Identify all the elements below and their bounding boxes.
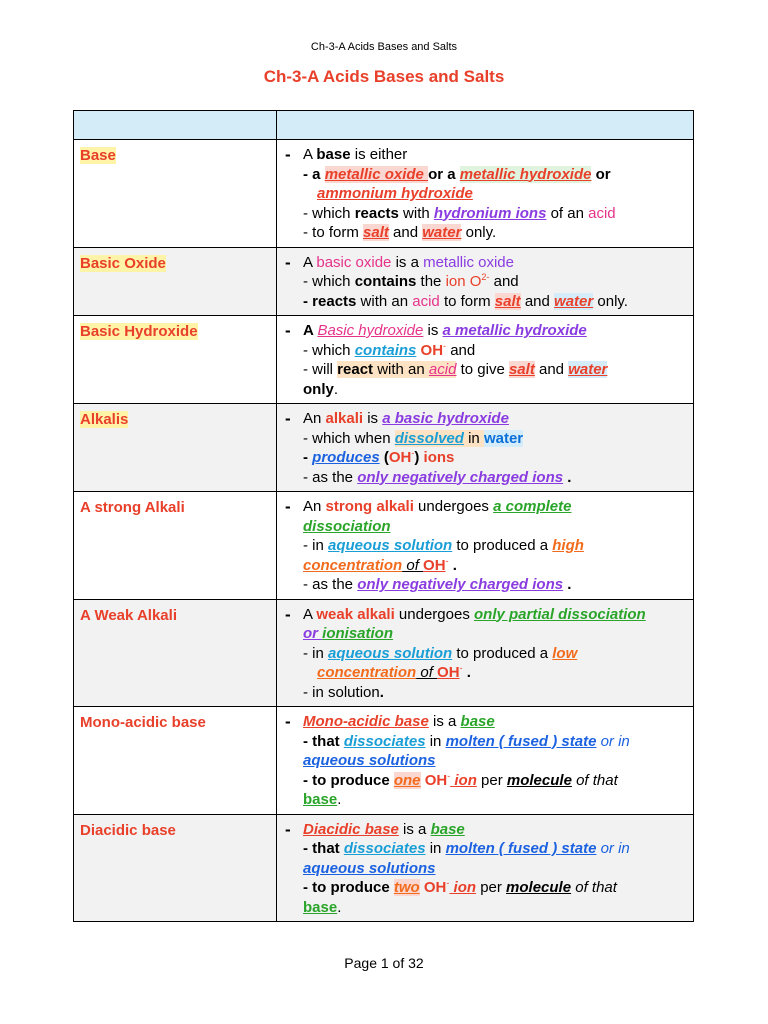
text-run: OH	[423, 556, 446, 574]
text-run: An	[303, 498, 326, 515]
text-run: Basic hydroxide	[317, 322, 424, 339]
text-run: ionisation	[322, 625, 394, 642]
text-run: molecule	[506, 879, 572, 896]
text-run: acid	[428, 361, 457, 378]
text-run: molecule	[506, 771, 572, 789]
definition-cell	[277, 707, 694, 815]
definition-line	[285, 839, 685, 859]
text-run: metallic hydroxide	[459, 165, 592, 183]
text-run: ions	[419, 449, 455, 466]
text-run: acid	[412, 292, 440, 310]
bullet-dash-icon: -	[285, 712, 291, 731]
definition-line	[285, 341, 685, 361]
text-run: - to	[303, 879, 331, 896]
definition-line	[285, 898, 685, 918]
text-run: base	[303, 898, 338, 916]
text-run: to produced a	[452, 537, 553, 554]
text-run: per	[476, 879, 507, 896]
text-run: hydronium ions	[433, 204, 547, 222]
definition-line	[285, 292, 685, 312]
bullet-dash-icon: -	[285, 145, 291, 164]
definition-line	[285, 409, 685, 429]
definition-line	[285, 732, 685, 752]
text-run: contains	[354, 273, 417, 290]
term-cell	[74, 492, 277, 600]
term-cell	[74, 316, 277, 404]
definition-line	[285, 712, 685, 732]
term-cell	[74, 247, 277, 316]
text-run: basic oxide	[316, 253, 392, 271]
definition-line	[285, 380, 685, 400]
text-run: metallic oxide	[423, 253, 514, 271]
term-cell	[74, 814, 277, 922]
text-run: - in	[303, 537, 329, 554]
text-run: - as the	[303, 576, 358, 593]
text-run: ion	[449, 879, 477, 896]
text-run: - that	[303, 732, 344, 750]
text-run: - that	[303, 840, 344, 857]
text-run: -	[447, 770, 451, 781]
text-run: metallic oxide	[324, 165, 429, 183]
definition-line	[285, 575, 685, 595]
table-row	[74, 316, 694, 404]
text-run: water	[568, 361, 608, 378]
definition-line	[285, 517, 685, 537]
text-run: per	[476, 771, 507, 789]
text-run: base	[303, 791, 338, 808]
text-run: A	[303, 146, 317, 163]
text-run: low	[552, 644, 578, 662]
text-run: -	[411, 448, 415, 458]
term-label: Base	[80, 147, 116, 164]
term-cell	[74, 140, 277, 248]
text-run: ammonium hydroxide	[317, 185, 473, 202]
definition-cell	[277, 404, 694, 492]
text-run: produce	[330, 879, 390, 896]
text-run: two	[393, 879, 420, 896]
text-run: alkali	[325, 410, 364, 427]
table-row	[74, 492, 694, 600]
definition-line	[285, 204, 685, 224]
bullet-dash-icon: -	[285, 819, 291, 839]
text-run: in	[463, 429, 484, 447]
text-run: - will	[303, 361, 338, 378]
definition-line	[285, 448, 685, 468]
table-header-row	[74, 111, 694, 140]
text-run: water	[554, 292, 594, 310]
text-run: 2-	[481, 272, 490, 282]
bullet-dash-icon: -	[285, 604, 291, 624]
text-run: OH	[416, 341, 444, 359]
text-run: - as the	[303, 468, 358, 486]
definition-line	[285, 165, 685, 185]
text-run: the	[416, 273, 446, 290]
text-run: undergoes	[394, 605, 474, 623]
text-run: and	[388, 224, 423, 241]
definition-line	[285, 184, 685, 204]
text-run: - which	[303, 341, 355, 359]
text-run: only negatively charged ions	[357, 576, 564, 593]
text-run: and	[520, 292, 555, 310]
text-run: is	[363, 410, 383, 427]
definition-cell	[277, 140, 694, 248]
text-run: water	[422, 224, 462, 241]
text-run: reacts	[312, 292, 357, 310]
text-run: produce	[330, 771, 390, 789]
text-run: of that	[571, 879, 617, 896]
text-run: -	[446, 878, 450, 888]
text-run: react	[337, 361, 374, 378]
definition-line	[285, 878, 685, 898]
text-run: only.	[461, 224, 497, 241]
text-run: .	[337, 791, 342, 808]
text-run: .	[563, 576, 572, 593]
text-run: - which	[303, 273, 355, 290]
text-run: base	[460, 713, 495, 730]
text-run: and	[446, 341, 476, 359]
text-run: dissolved	[394, 429, 464, 447]
text-run: of	[416, 664, 438, 681]
text-run: a basic hydroxide	[382, 410, 509, 427]
text-run: acid	[588, 204, 616, 222]
text-run: and	[489, 273, 519, 290]
definition-line	[285, 683, 685, 703]
text-run: with an	[373, 361, 429, 378]
text-run: dissociates	[343, 732, 426, 750]
definition-line	[285, 624, 685, 644]
definition-line	[285, 497, 685, 517]
definition-line	[285, 272, 685, 292]
table-row	[74, 814, 694, 922]
definition-line	[285, 751, 685, 771]
text-run: aqueous solution	[328, 537, 453, 554]
text-run: .	[333, 380, 339, 398]
text-run: - in	[303, 644, 329, 662]
term-label: A strong Alkali	[80, 499, 185, 516]
text-run: - which when	[303, 429, 395, 447]
text-run: or	[591, 165, 611, 183]
text-run: with	[398, 204, 434, 222]
definition-cell	[277, 492, 694, 600]
text-run: aqueous solution	[328, 644, 453, 662]
text-run: OH	[388, 449, 412, 466]
bullet-dash-icon: -	[285, 321, 291, 340]
bullet-dash-icon: -	[285, 252, 291, 272]
definition-line	[285, 145, 685, 165]
term-label: Basic Oxide	[80, 254, 166, 272]
definition-cell	[277, 247, 694, 316]
definitions-table	[73, 110, 694, 922]
text-run: OH	[420, 771, 448, 789]
text-run: salt	[363, 224, 389, 241]
text-run: dissociates	[343, 840, 426, 857]
text-run: is a	[391, 253, 424, 271]
text-run: and	[534, 361, 569, 378]
text-run: A	[303, 253, 317, 271]
header-cell-term	[74, 111, 277, 140]
text-run: or in	[596, 732, 630, 750]
definition-line	[285, 771, 685, 791]
text-run: -	[443, 340, 447, 351]
text-run: only.	[593, 292, 628, 310]
text-run: only partial dissociation	[474, 605, 646, 623]
table-row	[74, 247, 694, 316]
text-run: or in	[596, 840, 630, 857]
bullet-dash-icon: -	[285, 409, 291, 428]
table-row	[74, 404, 694, 492]
text-run: .	[337, 898, 342, 916]
text-run: of that	[571, 771, 618, 789]
text-run: .	[462, 664, 471, 681]
definition-line	[285, 859, 685, 879]
text-run: molten ( fused ) state	[445, 840, 597, 857]
text-run: ion O	[445, 273, 482, 290]
text-run: is either	[350, 146, 408, 163]
text-run: aqueous solutions	[303, 859, 436, 877]
page-number: Page 1 of 32	[344, 955, 424, 971]
text-run: - to form	[303, 224, 364, 241]
definition-cell	[277, 814, 694, 922]
text-run: only	[303, 380, 334, 398]
text-run: in	[425, 732, 446, 750]
text-run: of	[402, 556, 424, 574]
definition-line	[285, 556, 685, 576]
text-run: salt	[494, 292, 521, 310]
text-run: A	[303, 322, 318, 339]
text-run: reacts	[354, 204, 399, 222]
definition-line	[285, 820, 685, 840]
text-run: - which	[303, 204, 355, 222]
text-run: OH	[437, 664, 460, 681]
text-run: aqueous solutions	[303, 752, 436, 769]
term-cell	[74, 599, 277, 707]
text-run: An	[303, 410, 326, 427]
text-run: only negatively charged ions	[357, 468, 564, 486]
text-run: with an	[356, 292, 413, 310]
definition-line	[285, 790, 685, 810]
term-cell	[74, 707, 277, 815]
table-row	[74, 707, 694, 815]
text-run: to form	[439, 292, 495, 310]
table-row	[74, 599, 694, 707]
text-run: contains	[354, 341, 417, 359]
text-run: - in solution	[303, 683, 380, 701]
text-run: undergoes	[413, 498, 494, 515]
text-run: concentration	[317, 664, 417, 681]
bullet-dash-icon: -	[285, 497, 291, 516]
text-run: a metallic hydroxide	[442, 322, 587, 339]
text-run: of an	[546, 204, 589, 222]
text-run: molten ( fused ) state	[445, 732, 597, 750]
text-run: high	[552, 537, 584, 554]
table-row	[74, 140, 694, 248]
definition-line	[285, 321, 685, 341]
text-run: a complete	[493, 498, 572, 515]
text-run: -	[303, 449, 313, 466]
term-label: Alkalis	[80, 411, 129, 428]
term-label: Mono-acidic base	[80, 714, 206, 731]
text-run: .	[563, 468, 572, 486]
text-run: to produced a	[452, 644, 553, 662]
text-run: - a	[303, 165, 325, 183]
text-run: is a	[398, 820, 431, 838]
definition-line	[285, 253, 685, 273]
definition-line	[285, 468, 685, 488]
text-run: -	[459, 663, 463, 673]
text-run: in	[425, 840, 446, 857]
term-cell	[74, 404, 277, 492]
term-label: Diacidic base	[80, 821, 176, 839]
text-run: base	[316, 146, 351, 163]
definition-line	[285, 663, 685, 683]
definition-cell	[277, 599, 694, 707]
text-run: weak alkali	[316, 605, 395, 623]
text-run: strong alkali	[325, 498, 414, 515]
page-title: Ch-3-A Acids Bases and Salts	[263, 67, 505, 86]
text-run: is a	[428, 713, 461, 730]
text-run: )	[414, 449, 420, 466]
text-run: water	[483, 429, 524, 447]
definition-line	[285, 223, 685, 243]
text-run: dissociation	[303, 517, 391, 535]
text-run: base	[430, 820, 465, 838]
definition-line	[285, 605, 685, 625]
term-label: Basic Hydroxide	[80, 323, 198, 340]
text-run: - to	[303, 771, 331, 789]
definition-line	[285, 536, 685, 556]
text-run: produces	[312, 449, 380, 466]
header-cell-definition	[277, 111, 694, 140]
term-label: A Weak Alkali	[80, 606, 177, 624]
text-run: to give	[456, 361, 509, 378]
text-run: -	[445, 555, 449, 566]
text-run: Diacidic base	[303, 820, 399, 838]
running-header: Ch-3-A Acids Bases and Salts	[310, 41, 458, 53]
text-run: Mono-acidic base	[303, 713, 429, 730]
definition-line	[285, 429, 685, 449]
text-run: -	[303, 292, 313, 310]
text-run: or	[303, 625, 323, 642]
text-run: A	[303, 605, 317, 623]
text-run: OH	[419, 879, 447, 896]
text-run: ion	[450, 771, 477, 789]
definition-cell	[277, 316, 694, 404]
text-run: (	[379, 449, 389, 466]
text-run: .	[448, 556, 457, 574]
text-run: concentration	[303, 556, 403, 574]
definition-line	[285, 644, 685, 664]
text-run: one	[393, 771, 421, 789]
definition-line	[285, 360, 685, 380]
text-run: or a	[428, 165, 460, 183]
text-run: is	[423, 322, 443, 339]
text-run: salt	[508, 361, 535, 378]
text-run: .	[379, 683, 384, 701]
